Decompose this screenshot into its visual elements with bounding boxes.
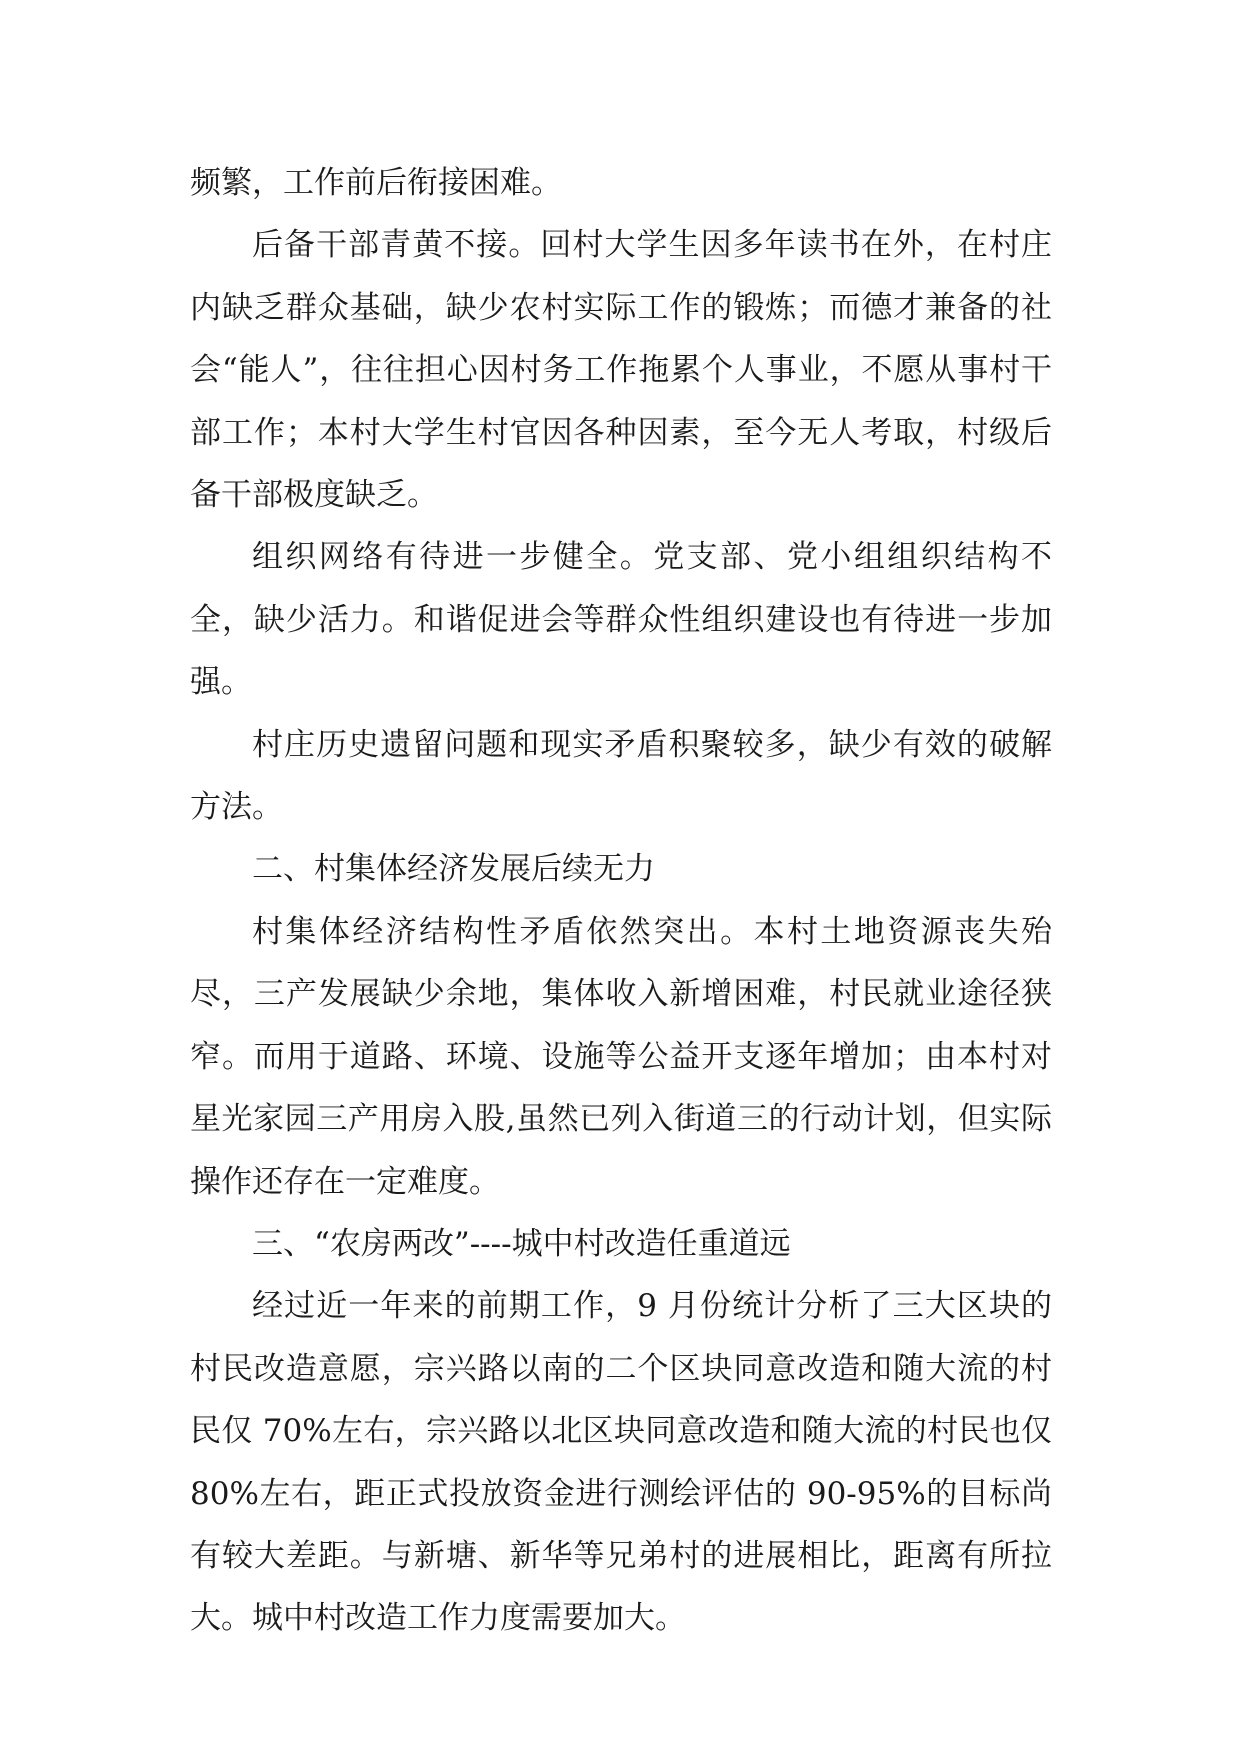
section-heading-collective-economy: 二、村集体经济发展后续无力 <box>252 851 655 888</box>
paragraph-reserve-cadres: 后备干部青黄不接。回村大学生因多年读书在外，在村庄内缺乏群众基础，缺少农村实际工作的锻炼；而德才兼备的社会“能人”，往往担心因村务工作拖累个人事业，不愿从事村干部工作；本村大学生村官因各种因素，至今无人考取，村级后备干部极度缺乏。 <box>190 227 1052 514</box>
document-body <box>190 152 1052 1650</box>
section-heading-village-renovation: 三、“农房两改”----城中村改造任重道远 <box>252 1225 791 1262</box>
paragraph-renovation-progress: 经过近一年来的前期工作，9 月份统计分析了三大区块的村民改造意愿，宗兴路以南的二个区块同意改造和随大流的村民仅 70%左右，宗兴路以北区块同意改造和随大流的村民也仅 80%左右，距正式投放资金进行测绘评估的 90-95%的目标尚有较大差距。与新塘、新华等兄弟村的进展相比，距离有所拉大。城中村改造工作力度需要加大。 <box>190 1288 1052 1637</box>
paragraph-collective-economy: 村集体经济结构性矛盾依然突出。本村土地资源丧失殆尽，三产发展缺少余地，集体收入新增困难，村民就业途径狭窄。而用于道路、环境、设施等公益开支逐年增加；由本村对星光家园三产用房入股,虽然已列入街道三的行动计划，但实际操作还存在一定难度。 <box>190 913 1052 1200</box>
paragraph-historical-issues: 村庄历史遗留问题和现实矛盾积聚较多，缺少有效的破解方法。 <box>190 726 1052 826</box>
paragraph-organization-network: 组织网络有待进一步健全。党支部、党小组组织结构不全，缺少活力。和谐促进会等群众性组织建设也有待进一步加强。 <box>190 539 1052 701</box>
paragraph-continuation: 频繁，工作前后衔接困难。 <box>190 165 562 201</box>
